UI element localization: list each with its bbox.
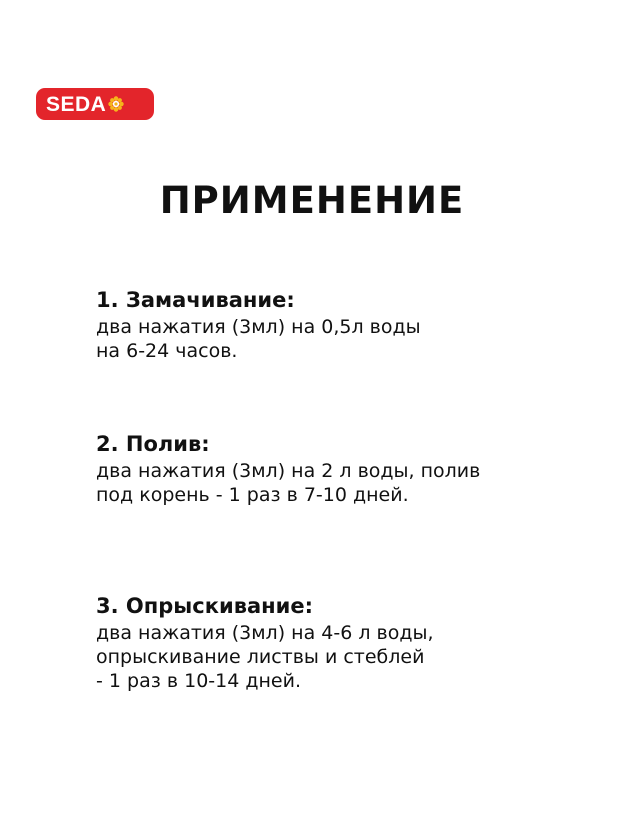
step-watering [96,432,556,507]
step-text-line: под корень - 1 раз в 7-10 дней. [96,484,409,506]
brand-logo-text: SEDA [46,92,107,116]
brand-logo [36,88,154,120]
step-text-line: два нажатия (3мл) на 2 л воды, полив [96,460,481,482]
step-text-line: - 1 раз в 10-14 дней. [96,670,301,692]
step-text-line: два нажатия (3мл) на 4-6 л воды, [96,622,434,644]
step-soaking [96,288,556,363]
step-heading: 1. Замачивание: [96,288,295,312]
sunflower-icon [108,96,124,112]
page-title: ПРИМЕНЕНИЕ [159,179,465,222]
step-heading: 3. Опрыскивание: [96,594,314,618]
step-text-line: на 6-24 часов. [96,340,238,362]
step-text-line: два нажатия (3мл) на 0,5л воды [96,316,421,338]
step-text-line: опрыскивание листвы и стеблей [96,646,425,668]
step-spraying [96,594,556,693]
step-heading: 2. Полив: [96,432,210,456]
